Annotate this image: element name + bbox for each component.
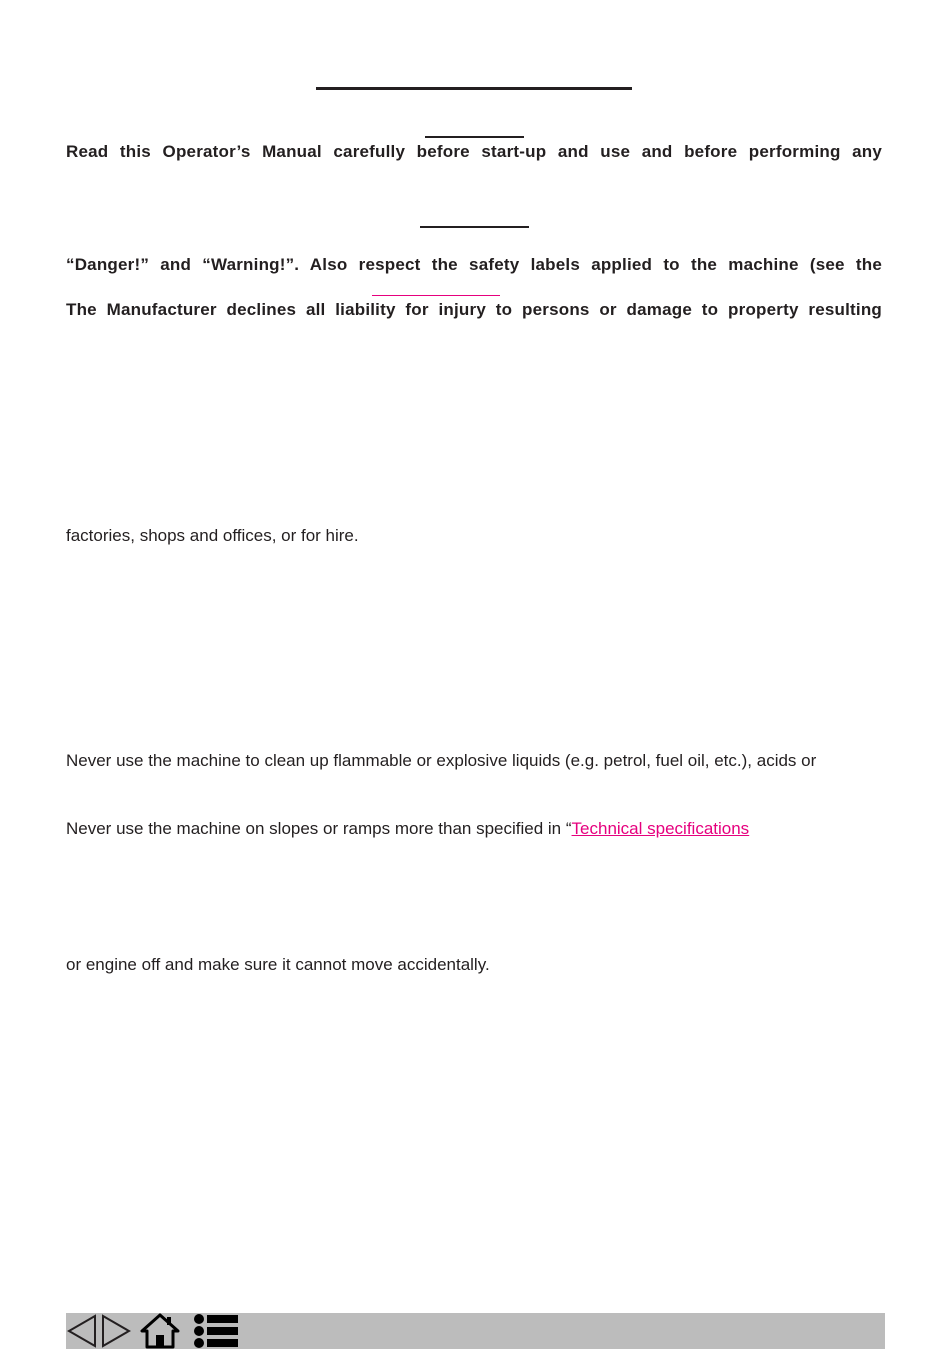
index-list-icon xyxy=(190,1313,240,1349)
body-paragraph-6 xyxy=(66,819,882,839)
index-button[interactable] xyxy=(190,1313,240,1349)
subheading-rule-2 xyxy=(420,226,529,228)
subheading-rule-1 xyxy=(425,136,524,138)
title-rule xyxy=(316,87,632,90)
body-paragraph-4: factories, shops and offices, or for hire. xyxy=(66,526,359,545)
forward-arrow-icon xyxy=(101,1314,131,1348)
footer-navigation-bar xyxy=(66,1313,885,1349)
technical-specifications-link[interactable]: Technical specifications xyxy=(571,819,750,838)
link-underline xyxy=(372,295,500,296)
home-icon xyxy=(140,1313,180,1349)
body-paragraph-2: “Danger!” and “Warning!”. Also respect the safety labels applied to the machine (see the xyxy=(66,255,882,274)
body-paragraph-3: The Manufacturer declines all liability for injury to persons or damage to property resulting xyxy=(66,300,882,319)
body-paragraph-5: Never use the machine to clean up flammable or explosive liquids (e.g. petrol, fuel oil, etc.), acids or xyxy=(66,751,817,770)
back-button[interactable] xyxy=(66,1313,98,1349)
home-button[interactable] xyxy=(138,1313,182,1349)
body-paragraph-7: or engine off and make sure it cannot move accidentally. xyxy=(66,955,490,974)
forward-button[interactable] xyxy=(100,1313,132,1349)
body-paragraph-1: Read this Operator’s Manual carefully before start-up and use and before performing any xyxy=(66,142,882,161)
back-arrow-icon xyxy=(67,1314,97,1348)
body-paragraph-6-text: Never use the machine on slopes or ramps more than specified in “ xyxy=(66,819,572,838)
